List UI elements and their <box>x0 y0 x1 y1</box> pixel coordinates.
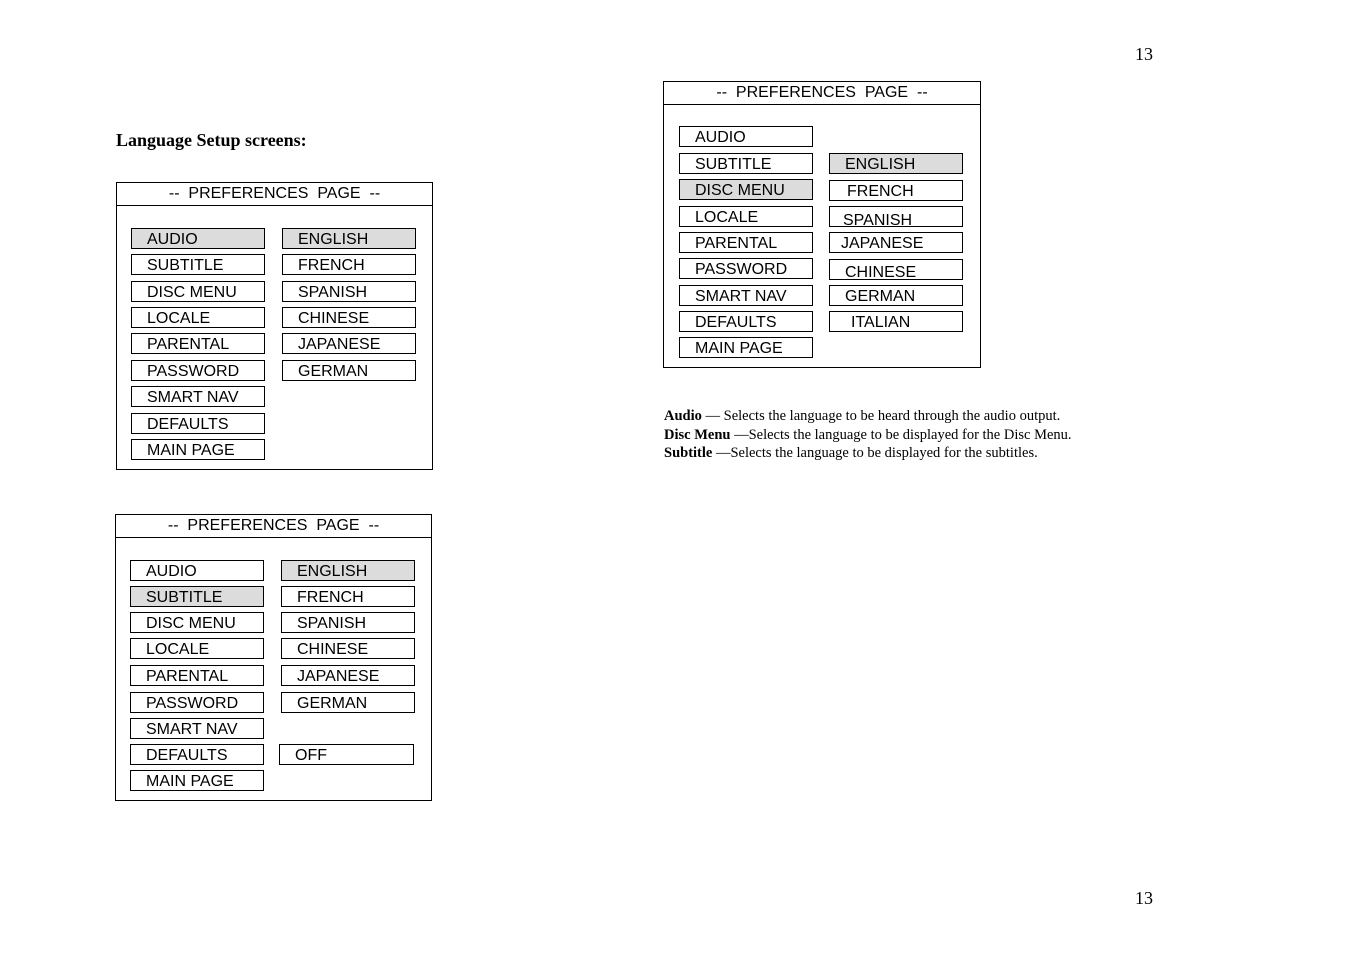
menu-item-audio[interactable]: AUDIO <box>130 560 264 581</box>
menu-item-audio[interactable]: AUDIO <box>679 126 813 147</box>
menu-item-subtitle[interactable]: SUBTITLE <box>131 254 265 275</box>
preferences-panel-audio <box>116 182 433 470</box>
menu-item-main-page[interactable]: MAIN PAGE <box>131 439 265 460</box>
menu-item-main-page[interactable]: MAIN PAGE <box>679 337 813 358</box>
panel-title: -- PREFERENCES PAGE -- <box>117 183 432 206</box>
option-japanese[interactable]: JAPANESE <box>281 665 415 686</box>
description-disc-menu: Disc Menu —Selects the language to be displayed for the Disc Menu. <box>664 426 1072 443</box>
menu-item-password[interactable]: PASSWORD <box>130 692 264 713</box>
menu-item-defaults[interactable]: DEFAULTS <box>679 311 813 332</box>
menu-item-defaults[interactable]: DEFAULTS <box>131 413 265 434</box>
option-japanese[interactable]: JAPANESE <box>829 232 963 253</box>
option-italian[interactable]: ITALIAN <box>829 311 963 332</box>
menu-item-main-page[interactable]: MAIN PAGE <box>130 770 264 791</box>
option-english[interactable]: ENGLISH <box>829 153 963 174</box>
description-subtitle: Subtitle —Selects the language to be displayed for the subtitles. <box>664 445 1038 461</box>
panel-title: -- PREFERENCES PAGE -- <box>116 515 431 538</box>
option-french[interactable]: FRENCH <box>281 586 415 607</box>
option-german[interactable]: GERMAN <box>282 360 416 381</box>
menu-item-smart-nav[interactable]: SMART NAV <box>131 386 265 407</box>
option-english[interactable]: ENGLISH <box>282 228 416 249</box>
option-german[interactable]: GERMAN <box>281 692 415 713</box>
menu-item-smart-nav[interactable]: SMART NAV <box>679 285 813 306</box>
option-chinese[interactable]: CHINESE <box>281 638 415 659</box>
menu-item-subtitle[interactable]: SUBTITLE <box>130 586 264 607</box>
option-french[interactable]: FRENCH <box>829 180 963 201</box>
page-number-bottom: 13 <box>1135 888 1153 908</box>
menu-item-subtitle[interactable]: SUBTITLE <box>679 153 813 174</box>
menu-item-parental[interactable]: PARENTAL <box>131 333 265 354</box>
menu-item-password[interactable]: PASSWORD <box>679 258 813 279</box>
option-japanese[interactable]: JAPANESE <box>282 333 416 354</box>
option-off[interactable]: OFF <box>279 744 414 765</box>
menu-item-disc-menu[interactable]: DISC MENU <box>679 179 813 200</box>
menu-item-locale[interactable]: LOCALE <box>131 307 265 328</box>
menu-item-locale[interactable]: LOCALE <box>679 206 813 227</box>
menu-item-audio[interactable]: AUDIO <box>131 228 265 249</box>
option-chinese[interactable]: CHINESE <box>829 259 963 280</box>
page-number-top: 13 <box>1135 44 1153 64</box>
menu-item-disc-menu[interactable]: DISC MENU <box>130 612 264 633</box>
menu-item-parental[interactable]: PARENTAL <box>679 232 813 253</box>
option-spanish[interactable]: SPANISH <box>282 281 416 302</box>
option-german[interactable]: GERMAN <box>829 285 963 306</box>
description-audio: Audio — Selects the language to be heard through the audio output. <box>664 408 1061 424</box>
option-english[interactable]: ENGLISH <box>281 560 415 581</box>
option-spanish[interactable]: SPANISH <box>829 206 963 227</box>
menu-item-password[interactable]: PASSWORD <box>131 360 265 381</box>
preferences-panel-subtitle <box>115 514 432 801</box>
preferences-panel-disc-menu <box>663 81 981 368</box>
option-chinese[interactable]: CHINESE <box>282 307 416 328</box>
section-heading: Language Setup screens: <box>116 130 307 150</box>
menu-item-locale[interactable]: LOCALE <box>130 638 264 659</box>
menu-item-smart-nav[interactable]: SMART NAV <box>130 718 264 739</box>
menu-item-parental[interactable]: PARENTAL <box>130 665 264 686</box>
menu-item-defaults[interactable]: DEFAULTS <box>130 744 264 765</box>
menu-item-disc-menu[interactable]: DISC MENU <box>131 281 265 302</box>
option-spanish[interactable]: SPANISH <box>281 612 415 633</box>
panel-title: -- PREFERENCES PAGE -- <box>664 82 980 105</box>
descriptions <box>664 407 1072 463</box>
option-french[interactable]: FRENCH <box>282 254 416 275</box>
